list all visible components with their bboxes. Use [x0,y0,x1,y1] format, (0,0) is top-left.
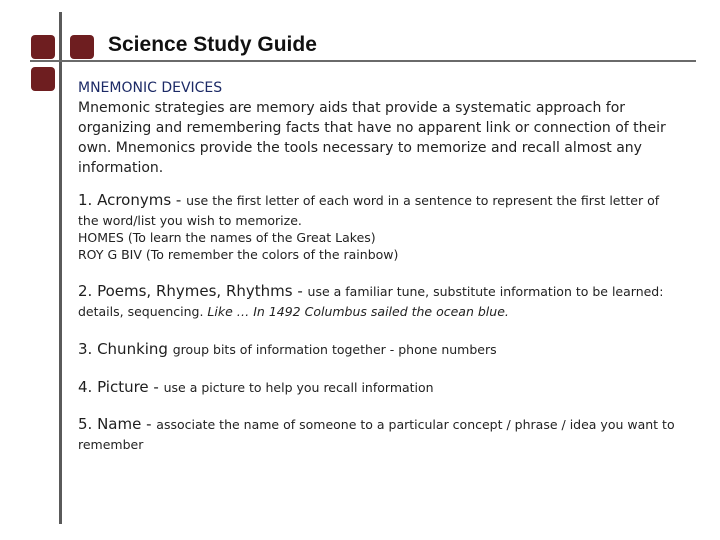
title-underline-rule [30,60,696,62]
decorative-square-lower [31,67,55,91]
item-lead: 2. Poems, Rhymes, Rhythms - [78,282,308,300]
left-vertical-rule [59,12,62,524]
list-item-name [78,413,683,453]
slide-title: Science Study Guide [108,33,317,56]
item-text: associate the name of someone to a particular concept / phrase / idea you want to [156,417,675,432]
example-line: HOMES (To learn the names of the Great Lakes) [78,230,376,245]
item-example-italic: Like … In 1492 Columbus sailed the ocean blue. [207,304,509,319]
item-lead: 5. Name - [78,415,157,433]
slide-body [78,78,683,453]
decorative-square-top-left [31,35,55,59]
item-lead: 4. Picture - [78,378,164,396]
item-lead: 3. Chunking [78,340,173,358]
item-text: group bits of information together - phone numbers [172,342,497,357]
list-item-chunking [78,338,683,361]
intro-text: Mnemonic strategies are memory aids that provide a systematic approach for organizing and remembering facts that have no apparent link or connection of their own. Mnemonics provide the tools necessary to memorize and recall almost any information. [78,100,666,176]
list-item-acronyms [78,189,683,263]
intro-paragraph [78,78,683,178]
item-text: use a picture to help you recall information [163,380,434,395]
decorative-square-title [70,35,94,59]
section-heading: MNEMONIC DEVICES [78,80,223,96]
list-item-picture [78,376,683,399]
example-line: ROY G BIV (To remember the colors of the rainbow) [78,247,399,262]
item-continuation: details, sequencing. [78,304,208,319]
item-continuation: remember [78,437,144,452]
item-text: use a familiar tune, substitute information to be learned: [307,284,664,299]
item-text: use the first letter of each word in a sentence to represent the first letter of [186,193,660,208]
item-continuation: the word/list you wish to memorize. [78,213,302,228]
list-item-poems [78,280,683,320]
item-lead: 1. Acronyms - [78,191,187,209]
